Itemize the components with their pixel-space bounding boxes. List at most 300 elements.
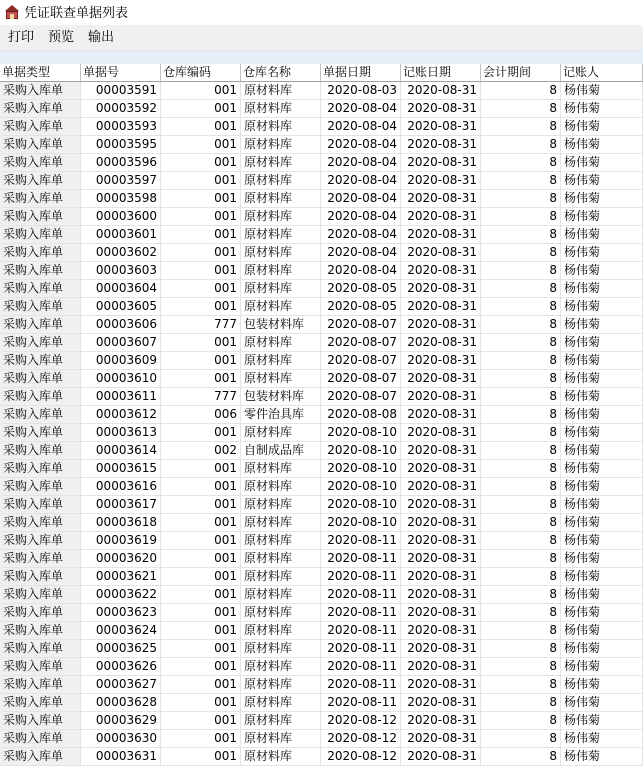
print-button[interactable]: 打印 (8, 29, 35, 45)
cell-doc-no: 00003606 (81, 316, 161, 333)
cell-posting-date: 2020-08-31 (401, 154, 481, 171)
table-row[interactable] (0, 118, 643, 136)
cell-warehouse-code: 001 (161, 100, 241, 117)
cell-period: 8 (481, 298, 561, 315)
cell-doc-no: 00003611 (81, 388, 161, 405)
cell-warehouse-code: 001 (161, 676, 241, 693)
table-row[interactable] (0, 442, 643, 460)
cell-doc-type: 采购入库单 (0, 730, 81, 747)
cell-doc-type: 采购入库单 (0, 712, 81, 729)
cell-warehouse-name: 原材料库 (241, 334, 321, 351)
cell-period: 8 (481, 604, 561, 621)
cell-doc-date: 2020-08-11 (321, 550, 401, 567)
cell-doc-type: 采购入库单 (0, 352, 81, 369)
cell-doc-no: 00003617 (81, 496, 161, 513)
cell-posting-date: 2020-08-31 (401, 118, 481, 135)
preview-button[interactable]: 预览 (48, 29, 75, 45)
cell-poster: 杨伟菊 (561, 172, 643, 189)
table-row[interactable] (0, 604, 643, 622)
column-header-poster[interactable]: 记账人 (561, 64, 643, 81)
cell-period: 8 (481, 244, 561, 261)
cell-poster: 杨伟菊 (561, 496, 643, 513)
cell-period: 8 (481, 514, 561, 531)
cell-doc-type: 采购入库单 (0, 694, 81, 711)
table-row[interactable] (0, 640, 643, 658)
cell-doc-no: 00003614 (81, 442, 161, 459)
cell-period: 8 (481, 406, 561, 423)
table-row[interactable] (0, 532, 643, 550)
cell-poster: 杨伟菊 (561, 154, 643, 171)
cell-doc-date: 2020-08-10 (321, 442, 401, 459)
cell-doc-type: 采购入库单 (0, 442, 81, 459)
cell-period: 8 (481, 460, 561, 477)
cell-warehouse-name: 原材料库 (241, 622, 321, 639)
column-header-warehouse-code[interactable]: 仓库编码 (161, 64, 241, 81)
table-row[interactable] (0, 694, 643, 712)
cell-period: 8 (481, 622, 561, 639)
cell-warehouse-name: 原材料库 (241, 694, 321, 711)
cell-warehouse-name: 原材料库 (241, 568, 321, 585)
cell-warehouse-code: 001 (161, 118, 241, 135)
cell-doc-no: 00003602 (81, 244, 161, 261)
table-row[interactable] (0, 244, 643, 262)
cell-doc-date: 2020-08-04 (321, 208, 401, 225)
cell-doc-no: 00003627 (81, 676, 161, 693)
cell-doc-no: 00003631 (81, 748, 161, 765)
cell-posting-date: 2020-08-31 (401, 658, 481, 675)
cell-warehouse-code: 001 (161, 550, 241, 567)
cell-posting-date: 2020-08-31 (401, 496, 481, 513)
cell-warehouse-name: 原材料库 (241, 154, 321, 171)
cell-warehouse-code: 777 (161, 316, 241, 333)
cell-doc-date: 2020-08-04 (321, 100, 401, 117)
cell-period: 8 (481, 550, 561, 567)
cell-doc-date: 2020-08-11 (321, 622, 401, 639)
cell-period: 8 (481, 694, 561, 711)
cell-period: 8 (481, 640, 561, 657)
cell-doc-no: 00003600 (81, 208, 161, 225)
cell-posting-date: 2020-08-31 (401, 244, 481, 261)
cell-warehouse-name: 原材料库 (241, 208, 321, 225)
table-row[interactable] (0, 370, 643, 388)
table-row[interactable] (0, 298, 643, 316)
cell-poster: 杨伟菊 (561, 694, 643, 711)
cell-poster: 杨伟菊 (561, 478, 643, 495)
table-row[interactable] (0, 154, 643, 172)
cell-doc-date: 2020-08-10 (321, 514, 401, 531)
cell-poster: 杨伟菊 (561, 442, 643, 459)
table-row[interactable] (0, 172, 643, 190)
cell-doc-no: 00003593 (81, 118, 161, 135)
cell-period: 8 (481, 676, 561, 693)
table-row[interactable] (0, 334, 643, 352)
table-row[interactable] (0, 190, 643, 208)
cell-warehouse-name: 原材料库 (241, 712, 321, 729)
cell-warehouse-code: 777 (161, 388, 241, 405)
cell-period: 8 (481, 658, 561, 675)
cell-posting-date: 2020-08-31 (401, 550, 481, 567)
cell-doc-date: 2020-08-10 (321, 478, 401, 495)
cell-posting-date: 2020-08-31 (401, 316, 481, 333)
cell-poster: 杨伟菊 (561, 118, 643, 135)
cell-doc-no: 00003598 (81, 190, 161, 207)
cell-period: 8 (481, 748, 561, 765)
cell-posting-date: 2020-08-31 (401, 298, 481, 315)
cell-poster: 杨伟菊 (561, 226, 643, 243)
cell-doc-type: 采购入库单 (0, 172, 81, 189)
cell-poster: 杨伟菊 (561, 298, 643, 315)
cell-poster: 杨伟菊 (561, 568, 643, 585)
cell-posting-date: 2020-08-31 (401, 532, 481, 549)
cell-warehouse-code: 001 (161, 370, 241, 387)
export-button[interactable]: 输出 (88, 29, 115, 45)
cell-poster: 杨伟菊 (561, 388, 643, 405)
cell-posting-date: 2020-08-31 (401, 100, 481, 117)
cell-doc-type: 采购入库单 (0, 532, 81, 549)
cell-period: 8 (481, 730, 561, 747)
cell-warehouse-code: 001 (161, 586, 241, 603)
table-row[interactable] (0, 406, 643, 424)
cell-warehouse-name: 零件治具库 (241, 406, 321, 423)
cell-doc-no: 00003605 (81, 298, 161, 315)
cell-posting-date: 2020-08-31 (401, 730, 481, 747)
cell-doc-no: 00003597 (81, 172, 161, 189)
cell-period: 8 (481, 478, 561, 495)
cell-warehouse-name: 原材料库 (241, 82, 321, 99)
cell-warehouse-code: 001 (161, 730, 241, 747)
cell-warehouse-name: 原材料库 (241, 352, 321, 369)
cell-warehouse-code: 001 (161, 334, 241, 351)
cell-period: 8 (481, 226, 561, 243)
cell-period: 8 (481, 388, 561, 405)
cell-warehouse-code: 001 (161, 496, 241, 513)
cell-doc-no: 00003609 (81, 352, 161, 369)
cell-posting-date: 2020-08-31 (401, 586, 481, 603)
cell-warehouse-name: 原材料库 (241, 190, 321, 207)
cell-poster: 杨伟菊 (561, 550, 643, 567)
cell-warehouse-name: 原材料库 (241, 658, 321, 675)
cell-poster: 杨伟菊 (561, 622, 643, 639)
cell-posting-date: 2020-08-31 (401, 460, 481, 477)
cell-warehouse-code: 001 (161, 136, 241, 153)
table-row[interactable] (0, 262, 643, 280)
table-row[interactable] (0, 226, 643, 244)
cell-doc-type: 采购入库单 (0, 550, 81, 567)
cell-doc-date: 2020-08-04 (321, 226, 401, 243)
cell-doc-type: 采购入库单 (0, 316, 81, 333)
cell-warehouse-name: 原材料库 (241, 100, 321, 117)
cell-posting-date: 2020-08-31 (401, 604, 481, 621)
table-row[interactable] (0, 622, 643, 640)
cell-warehouse-code: 001 (161, 640, 241, 657)
cell-posting-date: 2020-08-31 (401, 262, 481, 279)
cell-warehouse-name: 原材料库 (241, 496, 321, 513)
cell-posting-date: 2020-08-31 (401, 82, 481, 99)
table-row[interactable] (0, 352, 643, 370)
cell-warehouse-name: 原材料库 (241, 604, 321, 621)
table-row[interactable] (0, 568, 643, 586)
cell-poster: 杨伟菊 (561, 730, 643, 747)
table-row[interactable] (0, 550, 643, 568)
cell-warehouse-code: 001 (161, 190, 241, 207)
table-row[interactable] (0, 676, 643, 694)
warehouse-app-icon (4, 4, 20, 20)
cell-doc-type: 采购入库单 (0, 496, 81, 513)
cell-poster: 杨伟菊 (561, 334, 643, 351)
cell-doc-date: 2020-08-10 (321, 460, 401, 477)
column-header-posting-date[interactable]: 记账日期 (401, 64, 481, 81)
cell-warehouse-code: 001 (161, 424, 241, 441)
cell-doc-type: 采购入库单 (0, 424, 81, 441)
cell-poster: 杨伟菊 (561, 676, 643, 693)
cell-posting-date: 2020-08-31 (401, 748, 481, 765)
cell-period: 8 (481, 136, 561, 153)
cell-period: 8 (481, 352, 561, 369)
cell-poster: 杨伟菊 (561, 82, 643, 99)
cell-warehouse-code: 001 (161, 298, 241, 315)
cell-doc-type: 采购入库单 (0, 244, 81, 261)
cell-doc-date: 2020-08-04 (321, 262, 401, 279)
cell-warehouse-name: 原材料库 (241, 676, 321, 693)
cell-poster: 杨伟菊 (561, 370, 643, 387)
cell-doc-no: 00003621 (81, 568, 161, 585)
cell-period: 8 (481, 82, 561, 99)
table-row[interactable] (0, 280, 643, 298)
grid-body (0, 82, 643, 766)
table-row[interactable] (0, 100, 643, 118)
cell-warehouse-name: 原材料库 (241, 262, 321, 279)
cell-doc-type: 采购入库单 (0, 118, 81, 135)
cell-period: 8 (481, 586, 561, 603)
cell-doc-date: 2020-08-04 (321, 172, 401, 189)
cell-doc-date: 2020-08-12 (321, 730, 401, 747)
column-header-doc-type[interactable]: 单据类型 (0, 64, 81, 81)
column-header-doc-no[interactable]: 单据号 (81, 64, 161, 81)
cell-period: 8 (481, 424, 561, 441)
cell-warehouse-name: 原材料库 (241, 730, 321, 747)
cell-doc-no: 00003620 (81, 550, 161, 567)
cell-period: 8 (481, 100, 561, 117)
cell-period: 8 (481, 532, 561, 549)
cell-warehouse-code: 001 (161, 154, 241, 171)
cell-warehouse-code: 001 (161, 82, 241, 99)
cell-doc-no: 00003622 (81, 586, 161, 603)
cell-poster: 杨伟菊 (561, 262, 643, 279)
cell-doc-date: 2020-08-11 (321, 694, 401, 711)
cell-doc-date: 2020-08-11 (321, 586, 401, 603)
cell-doc-date: 2020-08-07 (321, 316, 401, 333)
cell-warehouse-name: 包装材料库 (241, 388, 321, 405)
cell-warehouse-name: 包装材料库 (241, 316, 321, 333)
cell-warehouse-name: 原材料库 (241, 226, 321, 243)
table-row[interactable] (0, 478, 643, 496)
cell-doc-type: 采购入库单 (0, 280, 81, 297)
cell-period: 8 (481, 154, 561, 171)
cell-doc-date: 2020-08-04 (321, 118, 401, 135)
cell-doc-date: 2020-08-10 (321, 424, 401, 441)
cell-poster: 杨伟菊 (561, 514, 643, 531)
cell-doc-no: 00003626 (81, 658, 161, 675)
table-row[interactable] (0, 82, 643, 100)
cell-doc-no: 00003624 (81, 622, 161, 639)
table-row[interactable] (0, 388, 643, 406)
title-bar (0, 0, 643, 23)
cell-period: 8 (481, 172, 561, 189)
column-header-doc-date[interactable]: 单据日期 (321, 64, 401, 81)
cell-doc-date: 2020-08-11 (321, 676, 401, 693)
cell-doc-date: 2020-08-04 (321, 190, 401, 207)
cell-period: 8 (481, 334, 561, 351)
cell-warehouse-code: 001 (161, 604, 241, 621)
table-row[interactable] (0, 658, 643, 676)
cell-poster: 杨伟菊 (561, 136, 643, 153)
cell-doc-date: 2020-08-07 (321, 370, 401, 387)
cell-warehouse-name: 原材料库 (241, 424, 321, 441)
cell-period: 8 (481, 442, 561, 459)
cell-warehouse-code: 001 (161, 460, 241, 477)
cell-posting-date: 2020-08-31 (401, 514, 481, 531)
cell-doc-date: 2020-08-07 (321, 334, 401, 351)
cell-warehouse-name: 原材料库 (241, 298, 321, 315)
table-row[interactable] (0, 136, 643, 154)
cell-doc-no: 00003630 (81, 730, 161, 747)
cell-poster: 杨伟菊 (561, 316, 643, 333)
cell-warehouse-name: 原材料库 (241, 748, 321, 765)
cell-warehouse-name: 原材料库 (241, 460, 321, 477)
cell-doc-type: 采购入库单 (0, 748, 81, 765)
cell-doc-no: 00003591 (81, 82, 161, 99)
cell-doc-date: 2020-08-03 (321, 82, 401, 99)
cell-doc-type: 采购入库单 (0, 334, 81, 351)
cell-doc-type: 采购入库单 (0, 388, 81, 405)
cell-poster: 杨伟菊 (561, 640, 643, 657)
cell-doc-type: 采购入库单 (0, 226, 81, 243)
cell-doc-type: 采购入库单 (0, 568, 81, 585)
cell-poster: 杨伟菊 (561, 280, 643, 297)
table-row[interactable] (0, 424, 643, 442)
table-row[interactable] (0, 730, 643, 748)
cell-posting-date: 2020-08-31 (401, 676, 481, 693)
table-row[interactable] (0, 208, 643, 226)
cell-doc-no: 00003613 (81, 424, 161, 441)
cell-doc-date: 2020-08-07 (321, 352, 401, 369)
cell-doc-type: 采购入库单 (0, 676, 81, 693)
cell-period: 8 (481, 568, 561, 585)
table-row[interactable] (0, 514, 643, 532)
cell-period: 8 (481, 496, 561, 513)
cell-warehouse-name: 原材料库 (241, 370, 321, 387)
cell-doc-type: 采购入库单 (0, 460, 81, 477)
cell-doc-type: 采购入库单 (0, 622, 81, 639)
cell-doc-type: 采购入库单 (0, 136, 81, 153)
cell-doc-no: 00003607 (81, 334, 161, 351)
cell-doc-type: 采购入库单 (0, 658, 81, 675)
cell-period: 8 (481, 118, 561, 135)
cell-warehouse-code: 006 (161, 406, 241, 423)
cell-warehouse-name: 原材料库 (241, 136, 321, 153)
cell-doc-type: 采购入库单 (0, 100, 81, 117)
cell-doc-type: 采购入库单 (0, 586, 81, 603)
cell-poster: 杨伟菊 (561, 586, 643, 603)
cell-warehouse-code: 001 (161, 532, 241, 549)
cell-doc-date: 2020-08-07 (321, 388, 401, 405)
cell-doc-no: 00003610 (81, 370, 161, 387)
cell-posting-date: 2020-08-31 (401, 172, 481, 189)
cell-warehouse-code: 001 (161, 172, 241, 189)
cell-period: 8 (481, 280, 561, 297)
cell-period: 8 (481, 370, 561, 387)
cell-posting-date: 2020-08-31 (401, 442, 481, 459)
table-row[interactable] (0, 316, 643, 334)
table-row[interactable] (0, 712, 643, 730)
cell-doc-date: 2020-08-04 (321, 244, 401, 261)
table-row[interactable] (0, 496, 643, 514)
cell-warehouse-name: 原材料库 (241, 640, 321, 657)
grid-header (0, 64, 643, 82)
cell-doc-type: 采购入库单 (0, 154, 81, 171)
cell-doc-date: 2020-08-05 (321, 298, 401, 315)
document-list-grid (0, 64, 643, 766)
cell-poster: 杨伟菊 (561, 658, 643, 675)
cell-period: 8 (481, 190, 561, 207)
cell-warehouse-code: 001 (161, 226, 241, 243)
cell-doc-no: 00003592 (81, 100, 161, 117)
cell-warehouse-code: 001 (161, 352, 241, 369)
cell-doc-type: 采购入库单 (0, 514, 81, 531)
cell-doc-no: 00003618 (81, 514, 161, 531)
cell-warehouse-code: 001 (161, 568, 241, 585)
cell-warehouse-code: 001 (161, 712, 241, 729)
cell-posting-date: 2020-08-31 (401, 568, 481, 585)
column-header-warehouse-name[interactable]: 仓库名称 (241, 64, 321, 81)
cell-doc-no: 00003616 (81, 478, 161, 495)
cell-doc-date: 2020-08-05 (321, 280, 401, 297)
cell-warehouse-code: 001 (161, 208, 241, 225)
cell-posting-date: 2020-08-31 (401, 424, 481, 441)
cell-poster: 杨伟菊 (561, 712, 643, 729)
cell-doc-no: 00003603 (81, 262, 161, 279)
cell-posting-date: 2020-08-31 (401, 208, 481, 225)
cell-warehouse-name: 原材料库 (241, 244, 321, 261)
cell-doc-type: 采购入库单 (0, 190, 81, 207)
cell-warehouse-name: 原材料库 (241, 532, 321, 549)
cell-posting-date: 2020-08-31 (401, 226, 481, 243)
cell-doc-no: 00003628 (81, 694, 161, 711)
cell-doc-date: 2020-08-12 (321, 748, 401, 765)
table-row[interactable] (0, 748, 643, 766)
cell-doc-date: 2020-08-04 (321, 154, 401, 171)
cell-doc-no: 00003615 (81, 460, 161, 477)
cell-period: 8 (481, 208, 561, 225)
cell-doc-date: 2020-08-04 (321, 136, 401, 153)
cell-warehouse-name: 原材料库 (241, 478, 321, 495)
cell-doc-type: 采购入库单 (0, 208, 81, 225)
cell-doc-type: 采购入库单 (0, 370, 81, 387)
cell-doc-type: 采购入库单 (0, 640, 81, 657)
cell-doc-date: 2020-08-08 (321, 406, 401, 423)
cell-doc-date: 2020-08-10 (321, 496, 401, 513)
cell-poster: 杨伟菊 (561, 190, 643, 207)
cell-posting-date: 2020-08-31 (401, 478, 481, 495)
cell-warehouse-code: 001 (161, 478, 241, 495)
cell-warehouse-code: 001 (161, 658, 241, 675)
table-row[interactable] (0, 586, 643, 604)
cell-posting-date: 2020-08-31 (401, 622, 481, 639)
cell-doc-type: 采购入库单 (0, 604, 81, 621)
cell-doc-no: 00003625 (81, 640, 161, 657)
table-row[interactable] (0, 460, 643, 478)
column-header-period[interactable]: 会计期间 (481, 64, 561, 81)
